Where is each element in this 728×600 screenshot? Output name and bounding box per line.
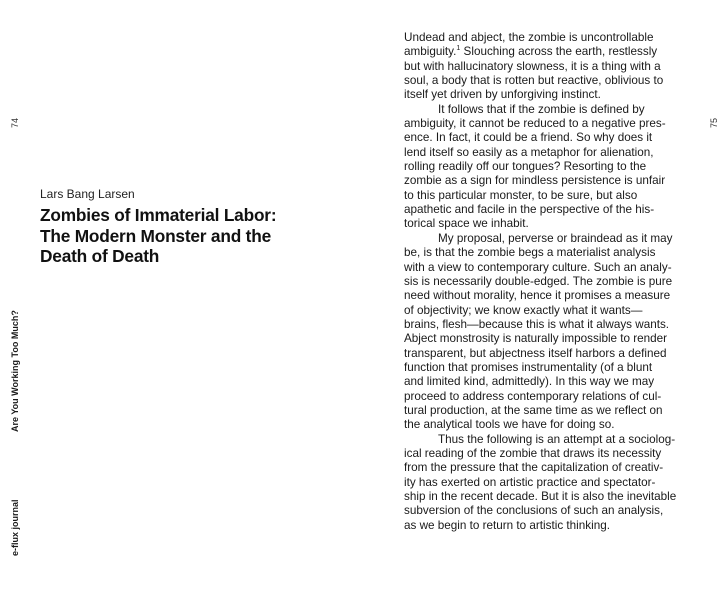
text-line: Abject monstrosity is naturally impossible to render	[404, 332, 668, 346]
text-line: itself yet driven by unforgiving instinct.	[404, 88, 601, 102]
text-line: transparent, but abjectness itself harbors a defined	[404, 346, 667, 360]
text-line: of objectivity; we know exactly what it wants—	[404, 303, 643, 317]
text-line: Thus the following is an attempt at a sociolog-	[438, 432, 676, 446]
text-line: zombie as a sign for mindless persistence is unfair	[404, 174, 666, 188]
text-line: and limited kind, admittedly). In this way we may	[404, 375, 655, 389]
text-line: ity has exerted on artistic practice and spectator-	[404, 475, 656, 489]
text-line: the analytical tools we have for doing so.	[404, 418, 615, 432]
page-number-right: 75	[709, 117, 719, 128]
paragraph	[404, 232, 694, 433]
footnote-marker[interactable]: 1	[456, 45, 461, 53]
journal-name: e-flux journal	[10, 499, 20, 556]
article-title	[40, 205, 310, 267]
author-name: Lars Bang Larsen	[40, 187, 135, 201]
text-line: need without morality, hence it promises a measure	[404, 289, 671, 303]
text-line: tural production, at the same time as we reflect on	[404, 403, 663, 417]
text-line: be, is that the zombie begs a materialist analysis	[404, 246, 656, 260]
running-title: Are You Working Too Much?	[10, 310, 20, 432]
body-text	[404, 31, 694, 533]
text-fragment: ambiguity.	[404, 45, 457, 59]
page-number-left: 74	[10, 117, 20, 128]
text-line: apathetic and facile in the perspective of the his-	[404, 203, 655, 217]
text-line: sis is necessarily double-edged. The zombie is pure	[404, 274, 673, 288]
text-line: subversion of the conclusions of such an analysis,	[404, 504, 664, 518]
text-line: soul, a body that is rotten but reactive, oblivious to	[404, 74, 664, 88]
paragraph	[404, 433, 694, 533]
text-line: as we begin to return to artistic thinking.	[404, 518, 610, 532]
text-line: proceed to address contemporary relations of cul-	[404, 389, 662, 403]
text-line: lend itself so easily as a metaphor for alienation,	[404, 145, 654, 159]
text-line: ence. In fact, it could be a friend. So why does it	[404, 131, 653, 145]
text-line: ical reading of the zombie that draws its necessity	[404, 446, 662, 460]
paragraph	[404, 31, 694, 103]
text-line: from the pressure that the capitalization of creativ-	[404, 461, 664, 475]
text-fragment: Slouching across the earth, restlessly	[460, 45, 658, 59]
title-line: Death of Death	[40, 246, 160, 266]
text-line: brains, flesh—because this is what it always wants.	[404, 317, 670, 331]
title-line: Zombies of Immaterial Labor:	[40, 205, 277, 225]
text-line: rolling readily off our tongues? Resorting to the	[404, 160, 647, 174]
text-line: to this particular monster, to be sure, but also	[404, 188, 638, 202]
text-line: torical space we inhabit.	[404, 217, 529, 231]
text-line: function that promises instrumentality (of a blunt	[404, 360, 653, 374]
text-line: Undead and abject, the zombie is uncontrollable	[404, 31, 654, 44]
paragraph	[404, 103, 694, 232]
text-line: ambiguity, it cannot be reduced to a negative pres-	[404, 117, 666, 131]
text-line: with a view to contemporary culture. Such an analy-	[404, 260, 672, 274]
text-line: It follows that if the zombie is defined by	[438, 102, 645, 116]
text-line: My proposal, perverse or braindead as it may	[438, 231, 673, 245]
text-line: ship in the recent decade. But it is also the inevitable	[404, 490, 677, 503]
text-line: but with hallucinatory slowness, it is a thing with a	[404, 59, 661, 73]
title-line: The Modern Monster and the	[40, 225, 271, 246]
text-line	[404, 45, 694, 59]
